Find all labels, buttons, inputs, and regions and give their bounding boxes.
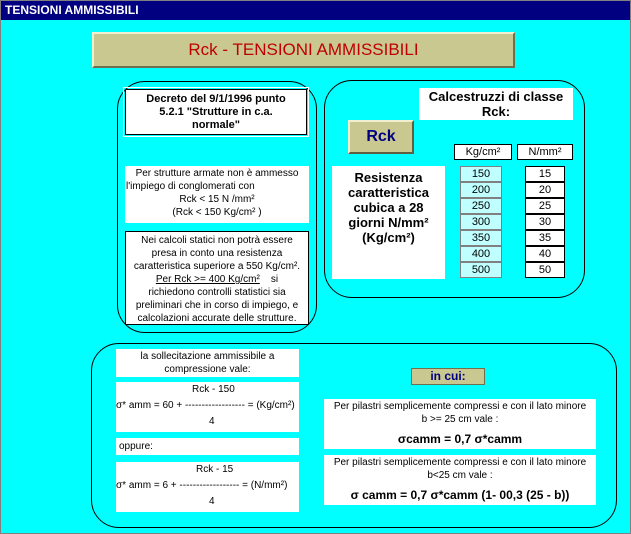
n-value-cell: 15 bbox=[525, 166, 565, 182]
kg-value-cell: 150 bbox=[460, 166, 502, 182]
formula-n-box bbox=[116, 462, 299, 512]
case1-box bbox=[324, 399, 596, 449]
case-line: b >= 25 cm vale : bbox=[421, 414, 499, 425]
case-formula: σcamm = 0,7 σ*camm bbox=[397, 432, 523, 446]
case-line: Per pilastri semplicemente compressi e con il lato minore bbox=[333, 401, 587, 412]
rck-button[interactable]: Rck bbox=[348, 120, 414, 154]
case-line: Per pilastri semplicemente compressi e con il lato minore bbox=[333, 457, 587, 468]
note-line: l'impiego di conglomerati con bbox=[126, 181, 255, 192]
n-value-cell: 35 bbox=[525, 230, 565, 246]
case-line: b<25 cm vale : bbox=[427, 470, 493, 481]
kg-value-cell: 500 bbox=[460, 262, 502, 278]
unit-kg-header: Kg/cm² bbox=[454, 144, 512, 160]
note-line: caratteristica superiore a 550 Kg/cm². bbox=[133, 261, 301, 272]
intro-line: compressione vale: bbox=[164, 364, 251, 375]
formula-kg-box bbox=[116, 382, 299, 432]
formula-numerator: Rck - 15 bbox=[196, 464, 234, 475]
min-class-note bbox=[125, 166, 309, 223]
decree-line: normale" bbox=[191, 119, 240, 131]
page-title: Rck - TENSIONI AMMISSIBILI bbox=[92, 32, 515, 68]
note-line-part: Per Rck >= 400 Kg/cm² bbox=[155, 274, 260, 285]
formula-denominator: 4 bbox=[209, 416, 215, 427]
case-formula: σ camm = 0,7 σ*camm (1- 00,3 (25 - b)) bbox=[350, 488, 570, 502]
note-line: richiedono controlli statistici sia bbox=[148, 287, 286, 298]
kg-value-cell: 400 bbox=[460, 246, 502, 262]
note-line: (Rck < 150 Kg/cm² ) bbox=[172, 207, 262, 218]
kg-value-cell: 350 bbox=[460, 230, 502, 246]
n-value-cell: 25 bbox=[525, 198, 565, 214]
formula-denominator: 4 bbox=[209, 496, 215, 507]
kg-value-cell: 200 bbox=[460, 182, 502, 198]
formula-numerator: Rck - 150 bbox=[192, 384, 235, 395]
note-line: Nei calcoli statici non potrà essere bbox=[141, 235, 293, 246]
resistance-line: (Kg/cm²) bbox=[362, 230, 415, 245]
resistance-label bbox=[332, 166, 445, 279]
formula-main: σ* amm = 6 + ------------------ = (N/mm²) bbox=[116, 480, 288, 491]
n-value-cell: 40 bbox=[525, 246, 565, 262]
resistance-line: cubica a 28 bbox=[353, 200, 424, 215]
note-line: preliminari che in corso di impiego, e bbox=[135, 300, 299, 311]
incui-label: in cui: bbox=[411, 368, 485, 385]
note-line: Per strutture armate non è ammesso bbox=[135, 168, 299, 179]
resistance-line: caratteristica bbox=[348, 185, 429, 200]
decree-line: 5.2.1 "Strutture in c.a. bbox=[159, 106, 273, 118]
note-line: calcolazioni accurate delle strutture. bbox=[137, 313, 297, 324]
decree-line: Decreto del 9/1/1996 punto bbox=[146, 93, 286, 105]
kg-value-cell: 300 bbox=[460, 214, 502, 230]
note-line-part: si bbox=[270, 274, 279, 285]
max-resistance-note bbox=[125, 231, 309, 325]
note-line bbox=[126, 273, 308, 286]
note-line: Rck < 15 N /mm² bbox=[179, 194, 255, 205]
n-value-cell: 30 bbox=[525, 214, 565, 230]
kg-value-cell: 250 bbox=[460, 198, 502, 214]
resistance-line: Resistenza bbox=[354, 170, 423, 185]
decree-box bbox=[125, 89, 307, 135]
class-title bbox=[419, 88, 573, 120]
n-value-cell: 20 bbox=[525, 182, 565, 198]
unit-n-header: N/mm² bbox=[517, 144, 573, 160]
case2-box bbox=[324, 455, 596, 505]
resistance-line: giorni N/mm² bbox=[348, 215, 429, 230]
class-title-line: Rck: bbox=[481, 104, 511, 119]
formula-main: σ* amm = 60 + ------------------ = (Kg/cm²) bbox=[116, 400, 295, 411]
intro-text bbox=[116, 349, 299, 377]
n-value-cell: 50 bbox=[525, 262, 565, 278]
window-title: TENSIONI AMMISSIBILI bbox=[1, 1, 630, 20]
note-line: presa in conto una resistenza bbox=[151, 248, 283, 259]
class-title-line: Calcestruzzi di classe bbox=[428, 89, 564, 104]
intro-line: la sollecitazione ammissibile a bbox=[140, 351, 275, 362]
oppure-label: oppure: bbox=[116, 438, 299, 455]
